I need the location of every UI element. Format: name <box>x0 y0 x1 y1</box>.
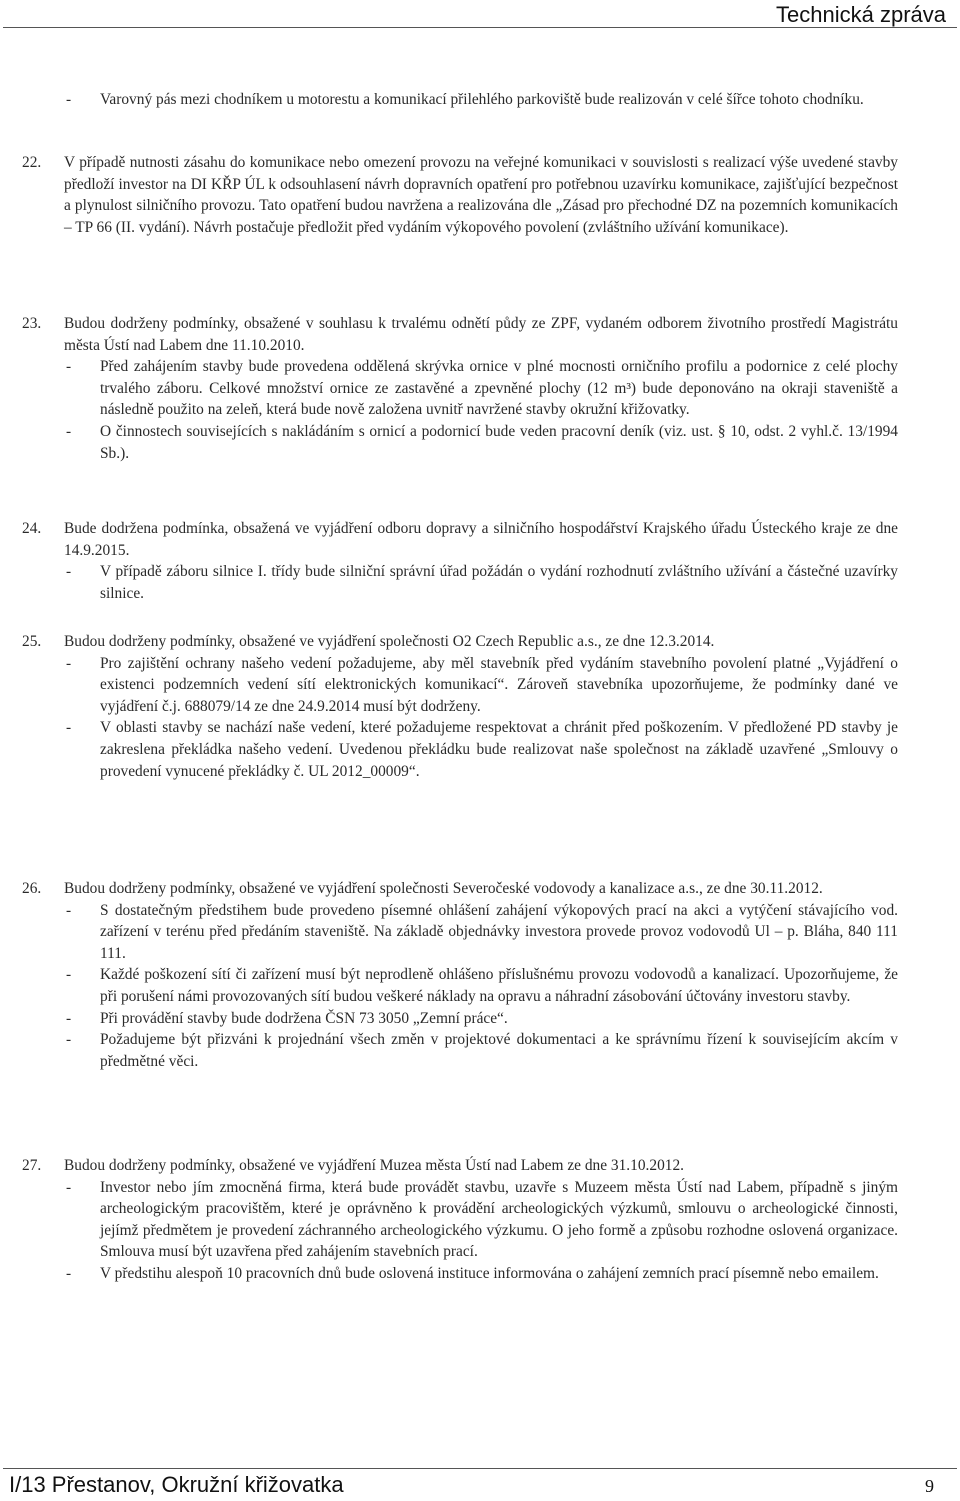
bullet-text: Varovný pás mezi chodníkem u motorestu a komunikací přilehlého parkoviště bude realizován v celé šířce tohoto chodníku. <box>100 91 864 108</box>
condition-item-26 <box>22 878 898 1072</box>
bullet-dash: - <box>66 1264 72 1282</box>
scanned-page-content <box>22 80 898 1370</box>
item-number: 24. <box>22 520 42 537</box>
bullet-item <box>64 717 898 782</box>
bullet-item <box>64 653 898 718</box>
condition-item-24 <box>22 518 898 604</box>
bullet-dash: - <box>66 1031 72 1049</box>
item-text: Budou dodrženy podmínky, obsažené ve vyjádření společnosti O2 Czech Republic a.s., ze dne 12.3.2014. <box>64 633 715 650</box>
bullet-dash: - <box>66 1178 72 1196</box>
item-text: Budou dodrženy podmínky, obsažené ve vyjádření Muzea města Ústí nad Labem ze dne 31.10.2012. <box>64 1157 685 1174</box>
bullet-text: O činnostech souvisejících s nakládáním s ornicí a podornicí bude veden pracovní deník (viz. ust. § 10, odst. 2 vyhl.č. 13/1994 Sb.). <box>100 422 898 462</box>
item-text: V případě nutnosti zásahu do komunikace nebo omezení provozu na veřejné komunikaci v souvislosti s realizací výše uvedené stavby předloží investor na DI KŘP ÚL k odsouhlasení návrh dopravních opatření pro potřebnou uzavírku komunikace, zajišťující bezpečnost a plynulost silničního provozu. Tato opatření budou navržena a realizována dle „Zásad pro přechodné DZ na pozemních komunikacích – TP 66 (II. vydání). Návrh postačuje předložit před vydáním výkopového povolení (zvláštního užívání komunikace). <box>64 154 898 236</box>
item-number: 25. <box>22 633 42 650</box>
page-header <box>0 0 960 29</box>
bullet-text: Při provádění stavby bude dodržena ČSN 73 3050 „Zemní práce“. <box>100 1009 508 1027</box>
bullet-item <box>64 89 898 111</box>
condition-item-25 <box>22 631 898 782</box>
item-number: 26. <box>22 880 42 897</box>
bullet-text: V předstihu alespoň 10 pracovních dnů bude oslovená instituce informována o zahájení zemních prací písemně nebo emailem. <box>100 1264 879 1282</box>
bullet-item <box>64 421 898 464</box>
bullet-item <box>64 1177 898 1263</box>
bullet-item <box>64 900 898 965</box>
item-text: Budou dodrženy podmínky, obsažené ve vyjádření společnosti Severočeské vodovody a kanalizace a.s., ze dne 30.11.2012. <box>64 880 823 897</box>
bullet-dash: - <box>66 91 72 108</box>
bullet-item <box>64 561 898 604</box>
bullet-text: V případě záboru silnice I. třídy bude silniční správní úřad požádán o vydání rozhodnutí zvláštního užívání a částečné uzavírky silnice. <box>100 563 898 602</box>
bullet-item <box>64 356 898 421</box>
bullet-dash: - <box>66 966 72 984</box>
page-footer <box>0 1464 960 1501</box>
bullet-text: Požadujeme být přizváni k projednání všech změn v projektové dokumentaci a ke správnímu řízení k souvisejícím akcím v předmětné věci. <box>100 1031 898 1070</box>
condition-item-22 <box>22 152 898 238</box>
page-number: 9 <box>925 1476 934 1496</box>
footer-project-title: I/13 Přestanov, Okružní křižovatka <box>9 1472 344 1497</box>
bullet-item <box>64 1029 898 1072</box>
bullet-item <box>64 1263 898 1285</box>
bullet-item <box>64 964 898 1007</box>
condition-item-23 <box>22 313 898 464</box>
item-number: 27. <box>22 1157 42 1174</box>
footer-divider <box>3 1468 957 1469</box>
item-number: 22. <box>22 154 42 171</box>
item-text: Budou dodrženy podmínky, obsažené v souhlasu k trvalému odnětí půdy ze ZPF, vydaném odborem životního prostředí Magistrátu města Ústí nad Labem dne 11.10.2010. <box>64 315 898 354</box>
bullet-dash: - <box>66 719 72 737</box>
bullet-dash: - <box>66 1009 72 1027</box>
bullet-dash: - <box>66 358 72 376</box>
bullet-dash: - <box>66 654 72 672</box>
bullet-text: Před zahájením stavby bude provedena oddělená skrývka ornice v plné mocnosti orničního profilu a podornice z celé plochy trvalého záboru. Celkové množství ornice ze zastavěné a zpevněné plochy (12 m³) bude deponováno na okraji staveniště a následně použito na zeleň, která bude nově založena uvnitř navržené stavby okružní křižovatky. <box>100 358 898 419</box>
item-text: Bude dodržena podmínka, obsažená ve vyjádření odboru dopravy a silničního hospodářství Krajského úřadu Ústeckého kraje ze dne 14.9.2015. <box>64 520 898 559</box>
bullet-text: Pro zajištění ochrany našeho vedení požadujeme, aby měl stavebník před vydáním stavebního povolení platné „Vyjádření o existenci podzemních vedení sítí elektronických komunikací“. Zároveň stavebníka upozorňujeme, že podmínky dané ve vyjádření č.j. 688079/14 ze dne 24.9.2014 musí být dodrženy. <box>100 654 898 715</box>
bullet-text: Každé poškození sítí či zařízení musí být neprodleně ohlášeno příslušnému provozu vodovodů a kanalizací. Upozorňujeme, že při porušení námi provozovaných sítí budou veškeré náklady na opravu a náhradní zásobování účtovány investoru stavby. <box>100 966 898 1005</box>
bullet-text: Investor nebo jím zmocněná firma, která bude provádět stavbu, uzavře s Muzeem města Ústí nad Labem, případně s jiným archeologickým pracovištěm, které je oprávněno k provádění archeologických výzkumů, smlouvu o archeologické činnosti, jejímž předmětem je provedení záchranného archeologického výzkumu. O jeho formě a způsobu rozhodne oslovená organizace. Smlouva musí být uzavřena před zahájením stavebních prací. <box>100 1178 898 1261</box>
bullet-item <box>64 1008 898 1030</box>
condition-item-27 <box>22 1155 898 1285</box>
intro-bullets <box>22 89 898 111</box>
bullet-dash: - <box>66 563 72 581</box>
bullet-text: V oblasti stavby se nachází naše vedení, které požadujeme respektovat a chránit před poškozením. V předložené PD stavby je zakreslena překládka našeho vedení. Uvedenou překládku bude realizovat naše společnost na základě uzavřené „Smlouvy o provedení vynucené překládky č. UL 2012_00009“. <box>100 719 898 780</box>
bullet-dash: - <box>66 901 72 919</box>
bullet-dash: - <box>66 422 72 440</box>
item-number: 23. <box>22 315 42 332</box>
header-title: Technická zpráva <box>776 2 946 27</box>
bullet-text: S dostatečným předstihem bude provedeno písemné ohlášení zahájení výkopových prací na akci a vytýčení stávajícího vod. zařízení v terénu před předáním staveniště. Na základě objednávky investora provede provoz vodovodů Ul – p. Bláha, 840 111 111. <box>100 901 898 962</box>
header-divider <box>3 27 957 28</box>
